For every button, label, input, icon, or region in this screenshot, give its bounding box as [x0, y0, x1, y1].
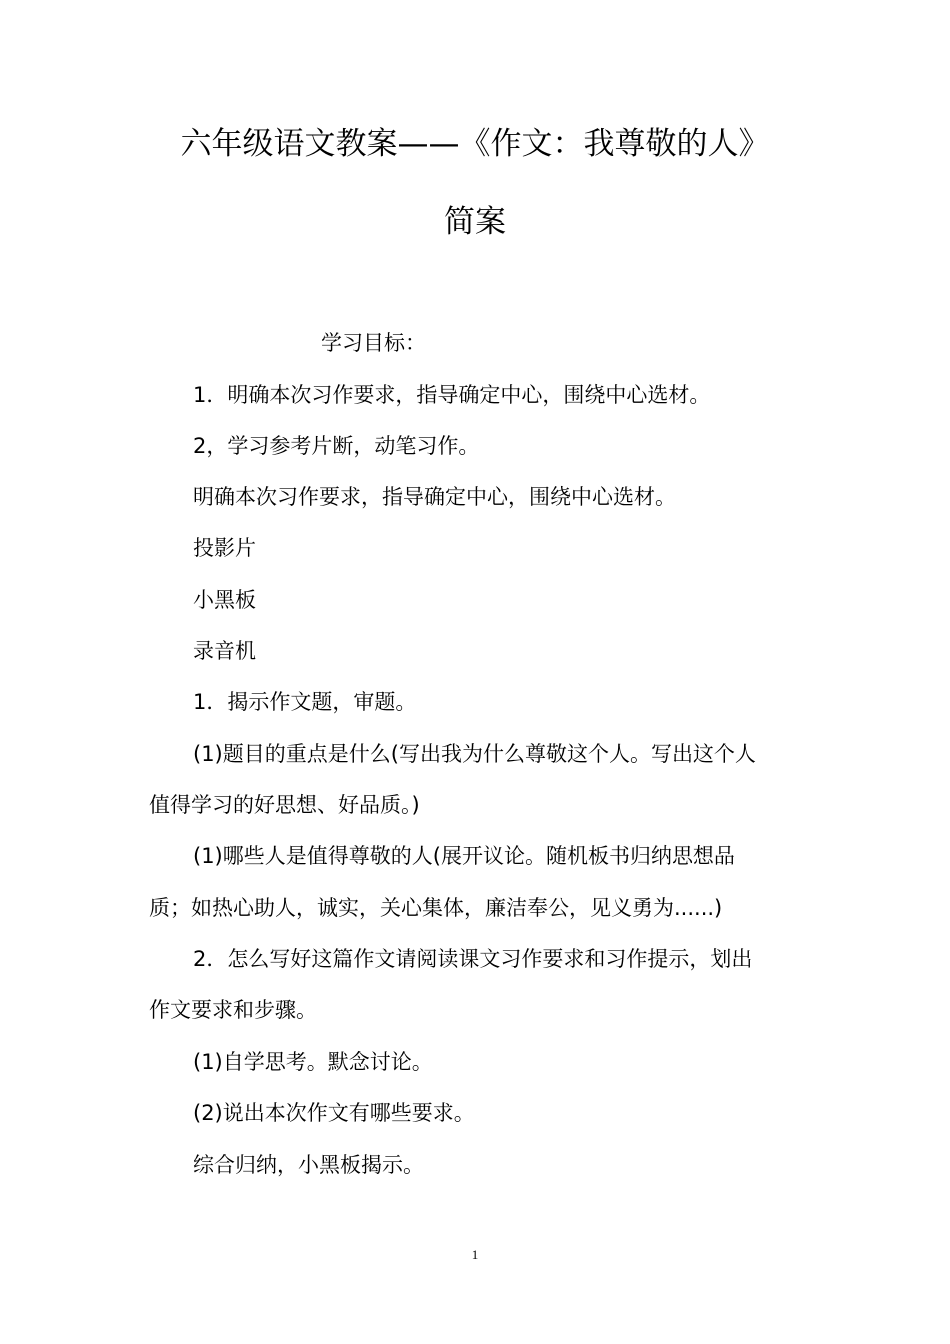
step-2-item-2: (2)说出本次作文有哪些要求。	[193, 1101, 475, 1125]
page-number: 1	[471, 1247, 479, 1262]
step-2-item-1: (1)自学思考。默念讨论。	[193, 1050, 433, 1074]
step-1-question-1-line-1: (1)题目的重点是什么(写出我为什么尊敬这个人。写出这个人	[193, 742, 756, 766]
material-item-3: 录音机	[193, 639, 256, 663]
step-1-heading: 1．揭示作文题，审题。	[193, 690, 417, 714]
step-1-question-1-line-2: 值得学习的好思想、好品质。)	[149, 793, 420, 817]
step-2-heading-line-2: 作文要求和步骤。	[149, 998, 317, 1022]
material-item-1: 投影片	[193, 536, 256, 560]
step-1-question-2-line-2: 质；如热心助人，诚实，关心集体，廉洁奉公，见义勇为......)	[149, 896, 723, 920]
document-title: 六年级语文教案——《作文：我尊敬的人》	[180, 126, 770, 162]
key-point-paragraph: 明确本次习作要求，指导确定中心，围绕中心选材。	[193, 485, 676, 509]
summary-paragraph: 综合归纳，小黑板揭示。	[193, 1153, 424, 1177]
step-1-question-2-line-1: (1)哪些人是值得尊敬的人(展开议论。随机板书归纳思想品	[193, 844, 735, 868]
material-item-2: 小黑板	[193, 588, 256, 612]
step-2-heading-line-1: 2．怎么写好这篇作文请阅读课文习作要求和习作提示，划出	[193, 947, 753, 971]
section-heading: 学习目标：	[321, 331, 426, 355]
objective-item-1: 1．明确本次习作要求，指导确定中心，围绕中心选材。	[193, 383, 711, 407]
document-title-continued: 简案	[444, 204, 506, 240]
objective-item-2: 2，学习参考片断，动笔习作。	[193, 434, 480, 458]
